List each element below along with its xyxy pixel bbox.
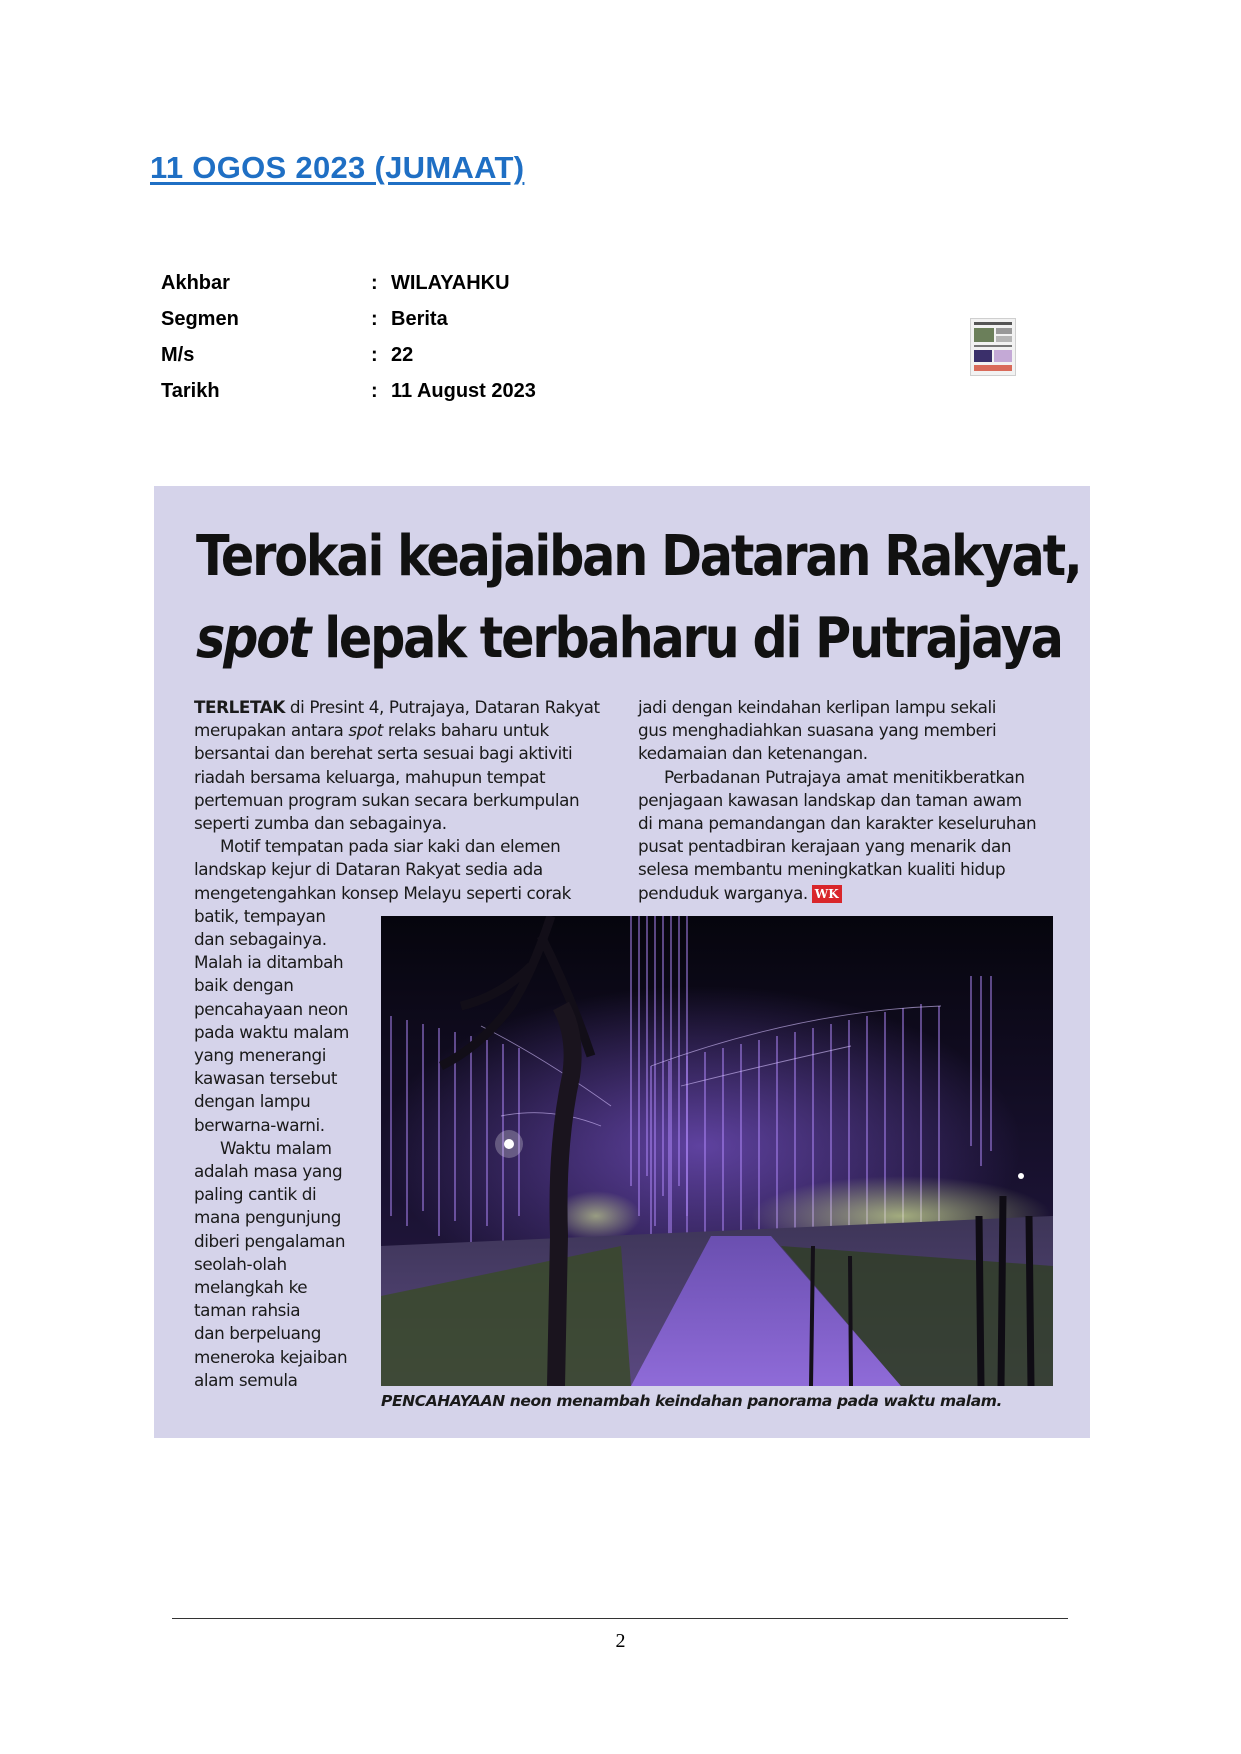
article-headline <box>196 516 1081 680</box>
headline-line-2 <box>196 598 1062 680</box>
body-line: pencahayaan neon <box>194 998 348 1019</box>
body-line: penduduk warganya. WK <box>638 882 1036 905</box>
headline-line-1: Terokai keajaiban Dataran Rakyat, <box>196 524 1081 589</box>
body-line: Perbadanan Putrajaya amat menitikberatkan <box>664 766 1025 787</box>
body-line: gus menghadiahkan suasana yang memberi <box>638 720 997 741</box>
body-line: seperti zumba dan sebagainya. <box>194 813 447 834</box>
article-photo <box>381 916 1053 1386</box>
body-line: pada waktu malam <box>194 1021 350 1042</box>
body-line: adalah masa yang <box>194 1161 343 1182</box>
meta-label: Segmen <box>161 308 239 330</box>
body-line: penjagaan kawasan landskap dan taman awam <box>638 789 1022 810</box>
footer-divider <box>172 1618 1068 1619</box>
meta-value: Berita <box>391 308 448 330</box>
newspaper-thumbnail[interactable] <box>970 318 1016 376</box>
headline-line-2-rest: lepak terbaharu di Putrajaya <box>309 606 1062 671</box>
body-line: jadi dengan keindahan kerlipan lampu sekali <box>638 697 997 717</box>
meta-label: M/s <box>161 344 195 366</box>
date-heading: 11 OGOS 2023 (JUMAAT) <box>150 150 525 185</box>
body-line: selesa membantu meningkatkan kualiti hidup <box>638 859 1006 880</box>
body-line: pertemuan program sukan secara berkumpulan <box>194 789 580 810</box>
meta-row-tarikh <box>161 380 661 410</box>
body-line: alam semula <box>194 1369 298 1390</box>
body-line: dan berpeluang <box>194 1323 322 1344</box>
body-line: paling cantik di <box>194 1184 317 1205</box>
caption-text: neon menambah keindahan panorama pada waktu malam. <box>504 1392 1003 1410</box>
body-line: mengetengahkan konsep Melayu seperti corak <box>194 882 571 903</box>
article-right-column <box>638 696 1036 905</box>
body-line: merupakan antara spot relaks baharu untuk <box>194 720 549 741</box>
meta-value: 22 <box>391 344 414 366</box>
meta-value: 11 August 2023 <box>391 380 536 402</box>
body-line: meneroka kejaiban <box>194 1346 348 1367</box>
lead-word: TERLETAK <box>194 697 285 717</box>
body-line: Motif tempatan pada siar kaki dan elemen <box>220 836 561 857</box>
caption-lead: PENCAHAYAAN <box>381 1392 505 1410</box>
body-line: Malah ia ditambah <box>194 952 344 973</box>
meta-row-segmen <box>161 308 661 338</box>
body-line: diberi pengalaman <box>194 1230 346 1251</box>
body-line: yang menerangi <box>194 1045 327 1066</box>
body-line: landskap kejur di Dataran Rakyat sedia ada <box>194 859 543 880</box>
body-line: berwarna-warni. <box>194 1114 325 1135</box>
page-number: 2 <box>615 1630 626 1652</box>
meta-colon: : <box>371 380 378 402</box>
photo-caption <box>381 1392 1061 1410</box>
body-line: di mana pemandangan dan karakter keseluruhan <box>638 813 1037 834</box>
body-line: kawasan tersebut <box>194 1068 338 1089</box>
body-line: seolah-olah <box>194 1253 287 1274</box>
body-line: dengan lampu <box>194 1091 311 1112</box>
wk-logo-badge: WK <box>812 885 842 903</box>
body-line: TERLETAK di Presint 4, Putrajaya, Dataran Rakyat <box>194 697 600 717</box>
body-line: batik, tempayan <box>194 905 326 926</box>
body-line: Waktu malam <box>220 1137 332 1158</box>
body-line: dan sebagainya. <box>194 929 327 950</box>
italic-word: spot <box>348 720 383 741</box>
article-clipping <box>154 486 1090 1438</box>
meta-row-akhbar <box>161 272 661 302</box>
meta-label: Tarikh <box>161 380 220 402</box>
meta-colon: : <box>371 272 378 294</box>
body-line: pusat pentadbiran kerajaan yang menarik dan <box>638 836 1012 857</box>
body-line: baik dengan <box>194 975 294 996</box>
meta-value: WILAYAHKU <box>391 272 510 294</box>
body-line: bersantai dan berehat serta sesuai bagi aktiviti <box>194 743 573 764</box>
body-line: kedamaian dan ketenangan. <box>638 743 868 764</box>
body-line: taman rahsia <box>194 1300 301 1321</box>
meta-colon: : <box>371 344 378 366</box>
meta-row-ms <box>161 344 661 374</box>
body-line: melangkah ke <box>194 1277 308 1298</box>
meta-label: Akhbar <box>161 272 230 294</box>
body-line: riadah bersama keluarga, mahupun tempat <box>194 766 546 787</box>
headline-italic-word: spot <box>196 606 310 671</box>
body-line: mana pengunjung <box>194 1207 342 1228</box>
meta-colon: : <box>371 308 378 330</box>
